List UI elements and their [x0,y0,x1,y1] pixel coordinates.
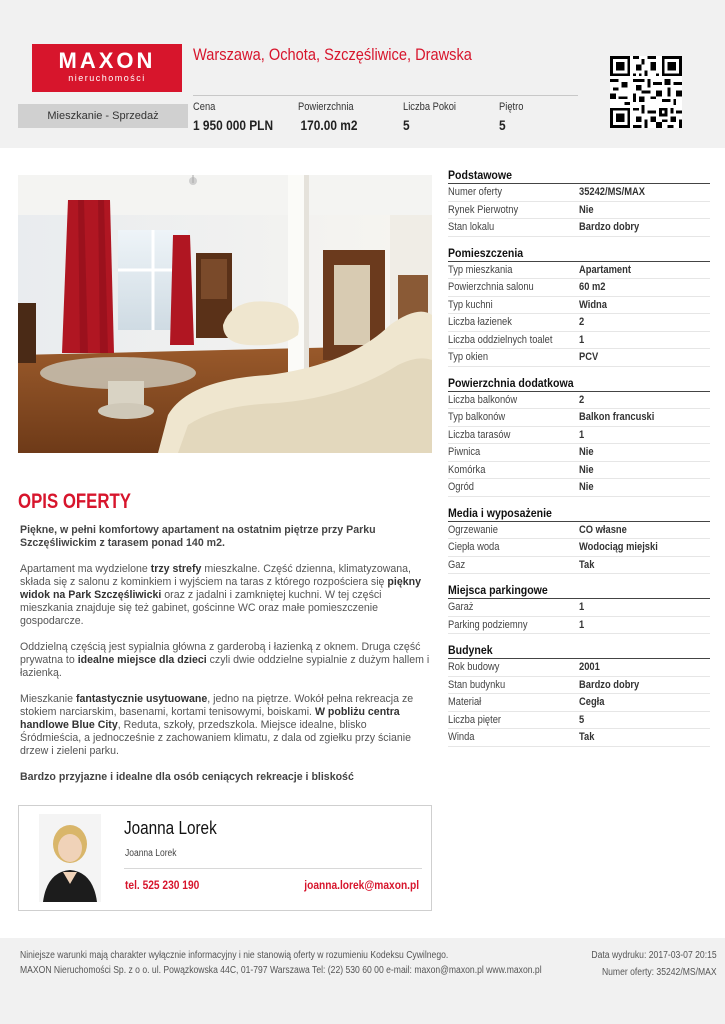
spec-value-text: Cegła [579,696,605,709]
footer-company: MAXON Nieruchomości Sp. z o o. ul. Powązkowska 44C, 01-797 Warszawa Tel: (22) 530 60 00 e-mail: maxon@maxon.pl www.maxon.pl [20,965,542,976]
stat-rooms [403,101,465,133]
agent-phone-link[interactable]: tel. 525 230 190 [125,878,200,892]
spec-value [579,186,657,198]
description-highlight: fantastycznie usytuowane [75,693,208,705]
footer [0,938,725,1024]
property-specs [448,168,710,747]
spec-key-text: Ogród [448,481,474,494]
spec-value [579,601,585,613]
spec-key-text: Liczba łazienek [448,316,512,329]
spec-value-text: Balkon francuski [579,411,655,424]
spec-key-text: Typ mieszkania [448,263,513,276]
header [0,0,725,148]
stat-label: Powierzchnia [298,101,354,113]
spec-key [448,429,579,441]
spec-key [448,731,579,743]
spec-value [579,696,609,708]
spec-row [448,557,710,575]
spec-value [579,264,640,276]
spec-row [448,659,710,677]
listing-address: Warszawa, Ochota, Szczęśliwice, Drawska [193,45,472,64]
stat-value: 5 [499,117,506,133]
description-closing: Bardzo przyjazne i idealne dla osób ceniących rekreacje i bliskość [20,771,354,783]
description-highlight: piękny widok na Park Szczęśliwicki [20,576,421,601]
spec-key [448,481,579,493]
spec-row [448,479,710,497]
spec-key [448,559,579,571]
spec-value-text: Bardzo dobry [579,221,640,234]
spec-value-text: 1 [579,428,585,441]
spec-row [448,409,710,427]
spec-key [448,281,579,293]
spec-row [448,202,710,220]
spec-key [448,524,579,536]
spec-section-label: Powierzchnia dodatkowa [448,375,574,390]
spec-value-text: 1 [579,333,585,346]
spec-value [579,299,612,311]
header-divider [193,95,578,96]
spec-row [448,522,710,540]
stat-value: 170.00 m2 [300,117,358,133]
spec-value [579,619,585,631]
spec-row [448,539,710,557]
spec-key [448,204,579,216]
spec-value-text: Apartament [579,263,631,276]
spec-value-text: Nie [579,446,594,459]
spec-value [579,731,597,743]
spec-section-title [448,376,710,392]
spec-value [579,429,585,441]
logo-subtitle: nieruchomości [68,73,146,83]
spec-row [448,694,710,712]
spec-row [448,392,710,410]
spec-row [448,712,710,730]
spec-section-title [448,168,710,184]
stat-floor [499,101,528,133]
spec-key-text: Garaż [448,601,474,614]
spec-value-text: Bardzo dobry [579,678,640,691]
spec-value [579,334,585,346]
spec-value-text: 35242/MS/MAX [579,186,646,199]
spec-key-text: Stan budynku [448,678,506,691]
stat-label: Cena [193,101,216,113]
spec-key [448,221,579,233]
spec-value [579,541,672,553]
spec-key [448,541,579,553]
spec-value [579,411,668,423]
spec-key-text: Liczba balkonów [448,393,518,406]
spec-row [448,427,710,445]
spec-value-text: CO własne [579,523,627,536]
stat-value: 5 [403,117,410,133]
agent-name: Joanna Lorek [124,818,217,838]
spec-key [448,394,579,406]
spec-key-text: Rynek Pierwotny [448,203,519,216]
spec-value-text: 1 [579,618,585,631]
spec-value [579,446,596,458]
spec-value-text: 1 [579,601,585,614]
logo-brand: MAXON [58,48,156,73]
spec-key-text: Komórka [448,463,486,476]
agent-divider [124,868,422,869]
spec-value-text: Nie [579,481,594,494]
spec-key [448,696,579,708]
spec-key [448,619,579,631]
description-text: Apartament ma wydzielone [20,563,151,575]
spec-key-text: Numer oferty [448,186,503,199]
stat-value: 1 950 000 PLN [193,117,274,133]
spec-section-title [448,643,710,659]
spec-key [448,186,579,198]
spec-value-text: Nie [579,203,594,216]
spec-row [448,314,710,332]
spec-value-text: 2 [579,316,585,329]
spec-row [448,729,710,747]
footer-print-date: Data wydruku: 2017-03-07 20:15 [591,950,717,961]
spec-key [448,316,579,328]
spec-value [579,481,596,493]
spec-key-text: Materiał [448,696,482,709]
spec-key-text: Typ kuchni [448,298,493,311]
description-highlight: W pobliżu centra handlowe Blue City [20,706,400,731]
spec-key [448,714,579,726]
spec-key-text: Liczba oddzielnych toalet [448,333,553,346]
spec-row [448,184,710,202]
description-text: mieszkalne. Część dzienna, klimatyzowana, składa się z salonu z kominkiem i wyjściem na taras z którego rozpościera się [20,563,411,588]
spec-section-title [448,506,710,522]
spec-key [448,299,579,311]
spec-section-label: Podstawowe [448,168,512,182]
spec-value-text: Wodociąg miejski [579,541,658,554]
spec-value [579,351,602,363]
spec-row [448,462,710,480]
description-highlight: idealne miejsce dla dzieci [77,654,207,666]
footer-offer-number: Numer oferty: 35242/MS/MAX [602,967,717,978]
spec-value [579,316,585,328]
description-text: , jedno na piętrze. Wokół pełna rekreacja ze stokiem narciarskim, basenami, kortami tenisowymi, boiskami. [20,693,414,718]
spec-key-text: Rok budowy [448,661,500,674]
spec-section-label: Pomieszczenia [448,245,524,260]
agent-photo [39,814,101,902]
spec-row [448,444,710,462]
maxon-logo[interactable] [32,44,182,92]
spec-value [579,221,650,233]
stat-label: Piętro [499,101,524,113]
spec-value-text: 2 [579,393,585,406]
spec-row [448,599,710,617]
spec-section-title [448,246,710,262]
spec-value [579,714,585,726]
spec-value [579,559,597,571]
spec-value-text: PCV [579,351,599,364]
spec-key-text: Stan lokalu [448,221,495,234]
spec-row [448,297,710,315]
spec-section-label: Media i wyposażenie [448,505,552,520]
spec-key [448,334,579,346]
spec-value [579,281,610,293]
spec-value [579,394,585,406]
description-text: , Reduta, szkoły, przedszkola. Miejsce idealne, blisko Śródmieścia, a jednocześnie z zachowaniem klimatu, z dala od zgiełku przy ścianie drzew i zieleni parku. [20,719,411,757]
spec-key-text: Typ balkonów [448,411,506,424]
spec-key [448,446,579,458]
description-title: OPIS OFERTY [18,490,131,513]
description-highlight: trzy strefy [150,563,202,575]
agent-email-link[interactable]: joanna.lorek@maxon.pl [304,878,419,892]
listing-category-badge: Mieszkanie - Sprzedaż [18,104,188,128]
property-photo[interactable] [18,175,432,453]
spec-key-text: Winda [448,731,475,744]
spec-key-text: Ciepła woda [448,541,500,554]
description-text: czyli dwie oddzielne sypialnie z dużym hallem i łazienką. [20,654,430,679]
description-text: Oddzielną częścią jest sypialnia główna z garderobą i łazienką z oknem. Druga część prywatna to [20,641,421,666]
spec-key-text: Typ okien [448,351,489,364]
spec-key [448,411,579,423]
footer-left [20,948,542,978]
spec-key [448,601,579,613]
stat-price [193,101,287,133]
spec-key [448,679,579,691]
description-text: oraz z jadalni i zamkniętej kuchni. W tej części mieszkania znajduje się też gabinet, gościnne WC oraz małe pomieszczenie gospodarcze. [20,589,382,627]
spec-row [448,349,710,367]
qr-code[interactable] [610,56,682,128]
spec-key-text: Liczba tarasów [448,428,511,441]
spec-key-text: Ogrzewanie [448,523,498,536]
spec-row [448,279,710,297]
stat-label: Liczba Pokoi [403,101,457,113]
description-body [20,524,430,797]
agent-card [18,805,432,911]
spec-row [448,617,710,635]
spec-row [448,219,710,237]
spec-value-text: Widna [579,298,607,311]
spec-row [448,262,710,280]
spec-value-text: Nie [579,463,594,476]
agent-subtitle: Joanna Lorek [125,848,177,859]
spec-section-label: Miejsca parkingowe [448,583,548,597]
footer-right [592,948,717,980]
spec-value [579,204,596,216]
spec-row [448,677,710,695]
description-lead: Piękne, w pełni komfortowy apartament na ostatnim piętrze przy Parku Szczęśliwickim z tarasem ponad 140 m2. [20,524,376,549]
description-paragraph [20,641,430,680]
spec-value-text: Tak [579,558,595,571]
spec-key-text: Gaz [448,558,466,571]
spec-key [448,351,579,363]
spec-key-text: Liczba pięter [448,713,502,726]
spec-key [448,661,579,673]
spec-value [579,464,596,476]
spec-key-text: Parking podziemny [448,618,528,631]
description-text: Mieszkanie [20,693,76,705]
spec-key [448,264,579,276]
spec-value-text: 5 [579,713,585,726]
spec-section-label: Budynek [448,643,493,657]
spec-key-text: Piwnica [448,446,481,459]
spec-row [448,332,710,350]
description-paragraph [20,693,430,758]
spec-key-text: Powierzchnia salonu [448,281,534,294]
spec-value-text: 60 m2 [579,281,606,294]
spec-section-title [448,583,710,599]
stat-area [298,101,368,133]
spec-key [448,464,579,476]
spec-value-text: Tak [579,731,595,744]
spec-value-text: 2001 [579,661,600,674]
spec-value [579,679,650,691]
spec-value [579,661,603,673]
footer-disclaimer: Niniejsze warunki mają charakter wyłącznie informacyjny i nie stanowią oferty w rozumieniu Kodeksu Cywilnego. [20,950,449,961]
description-paragraph [20,563,430,628]
spec-value [579,524,635,536]
